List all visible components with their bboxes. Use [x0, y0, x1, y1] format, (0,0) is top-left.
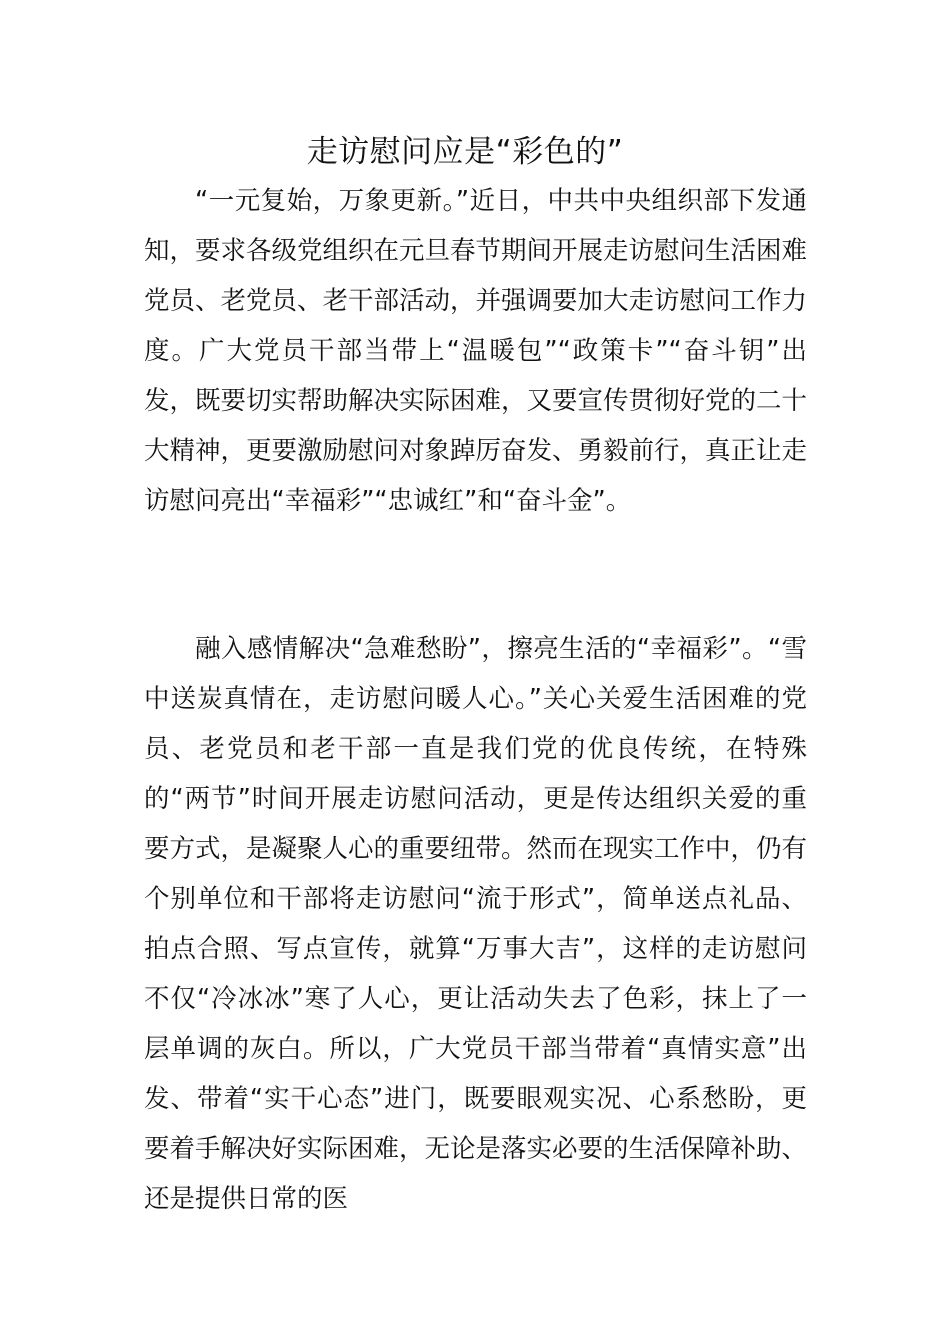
- paragraph-1: “一元复始，万象更新。”近日，中共中央组织部下发通知，要求各级党组织在元旦春节期间开展走访慰问生活困难党员、老党员、老干部活动，并强调要加大走访慰问工作力度。广大党员干部当带上“温暖包”“政策卡”“奋斗钥”出发，既要切实帮助解决实际困难，又要宣传贯彻好党的二十大精神，更要激励慰问对象踔厉奋发、勇毅前行，真正让走访慰问亮出“幸福彩”“忠诚红”和“奋斗金”。: [144, 186, 808, 516]
- paragraph-2: 融入感情解决“急难愁盼”，擦亮生活的“幸福彩”。“雪中送炭真情在，走访慰问暖人心。”关心关爱生活困难的党员、老党员和老干部一直是我们党的优良传统，在特殊的“两节”时间开展走访慰问活动，更是传达组织关爱的重要方式，是凝聚人心的重要纽带。然而在现实工作中，仍有个别单位和干部将走访慰问“流于形式”，简单送点礼品、拍点合照、写点宣传，就算“万事大吉”，这样的走访慰问不仅“冷冰冰”寒了人心，更让活动失去了色彩，抹上了一层单调的灰白。所以，广大党员干部当带着“真情实意”出发、带着“实干心态”进门，既要眼观实况、心系愁盼，更要着手解决好实际困难，无论是落实必要的生活保障补助、还是提供日常的医: [144, 634, 808, 1214]
- document-title: 走访慰问应是“彩色的”: [306, 134, 624, 170]
